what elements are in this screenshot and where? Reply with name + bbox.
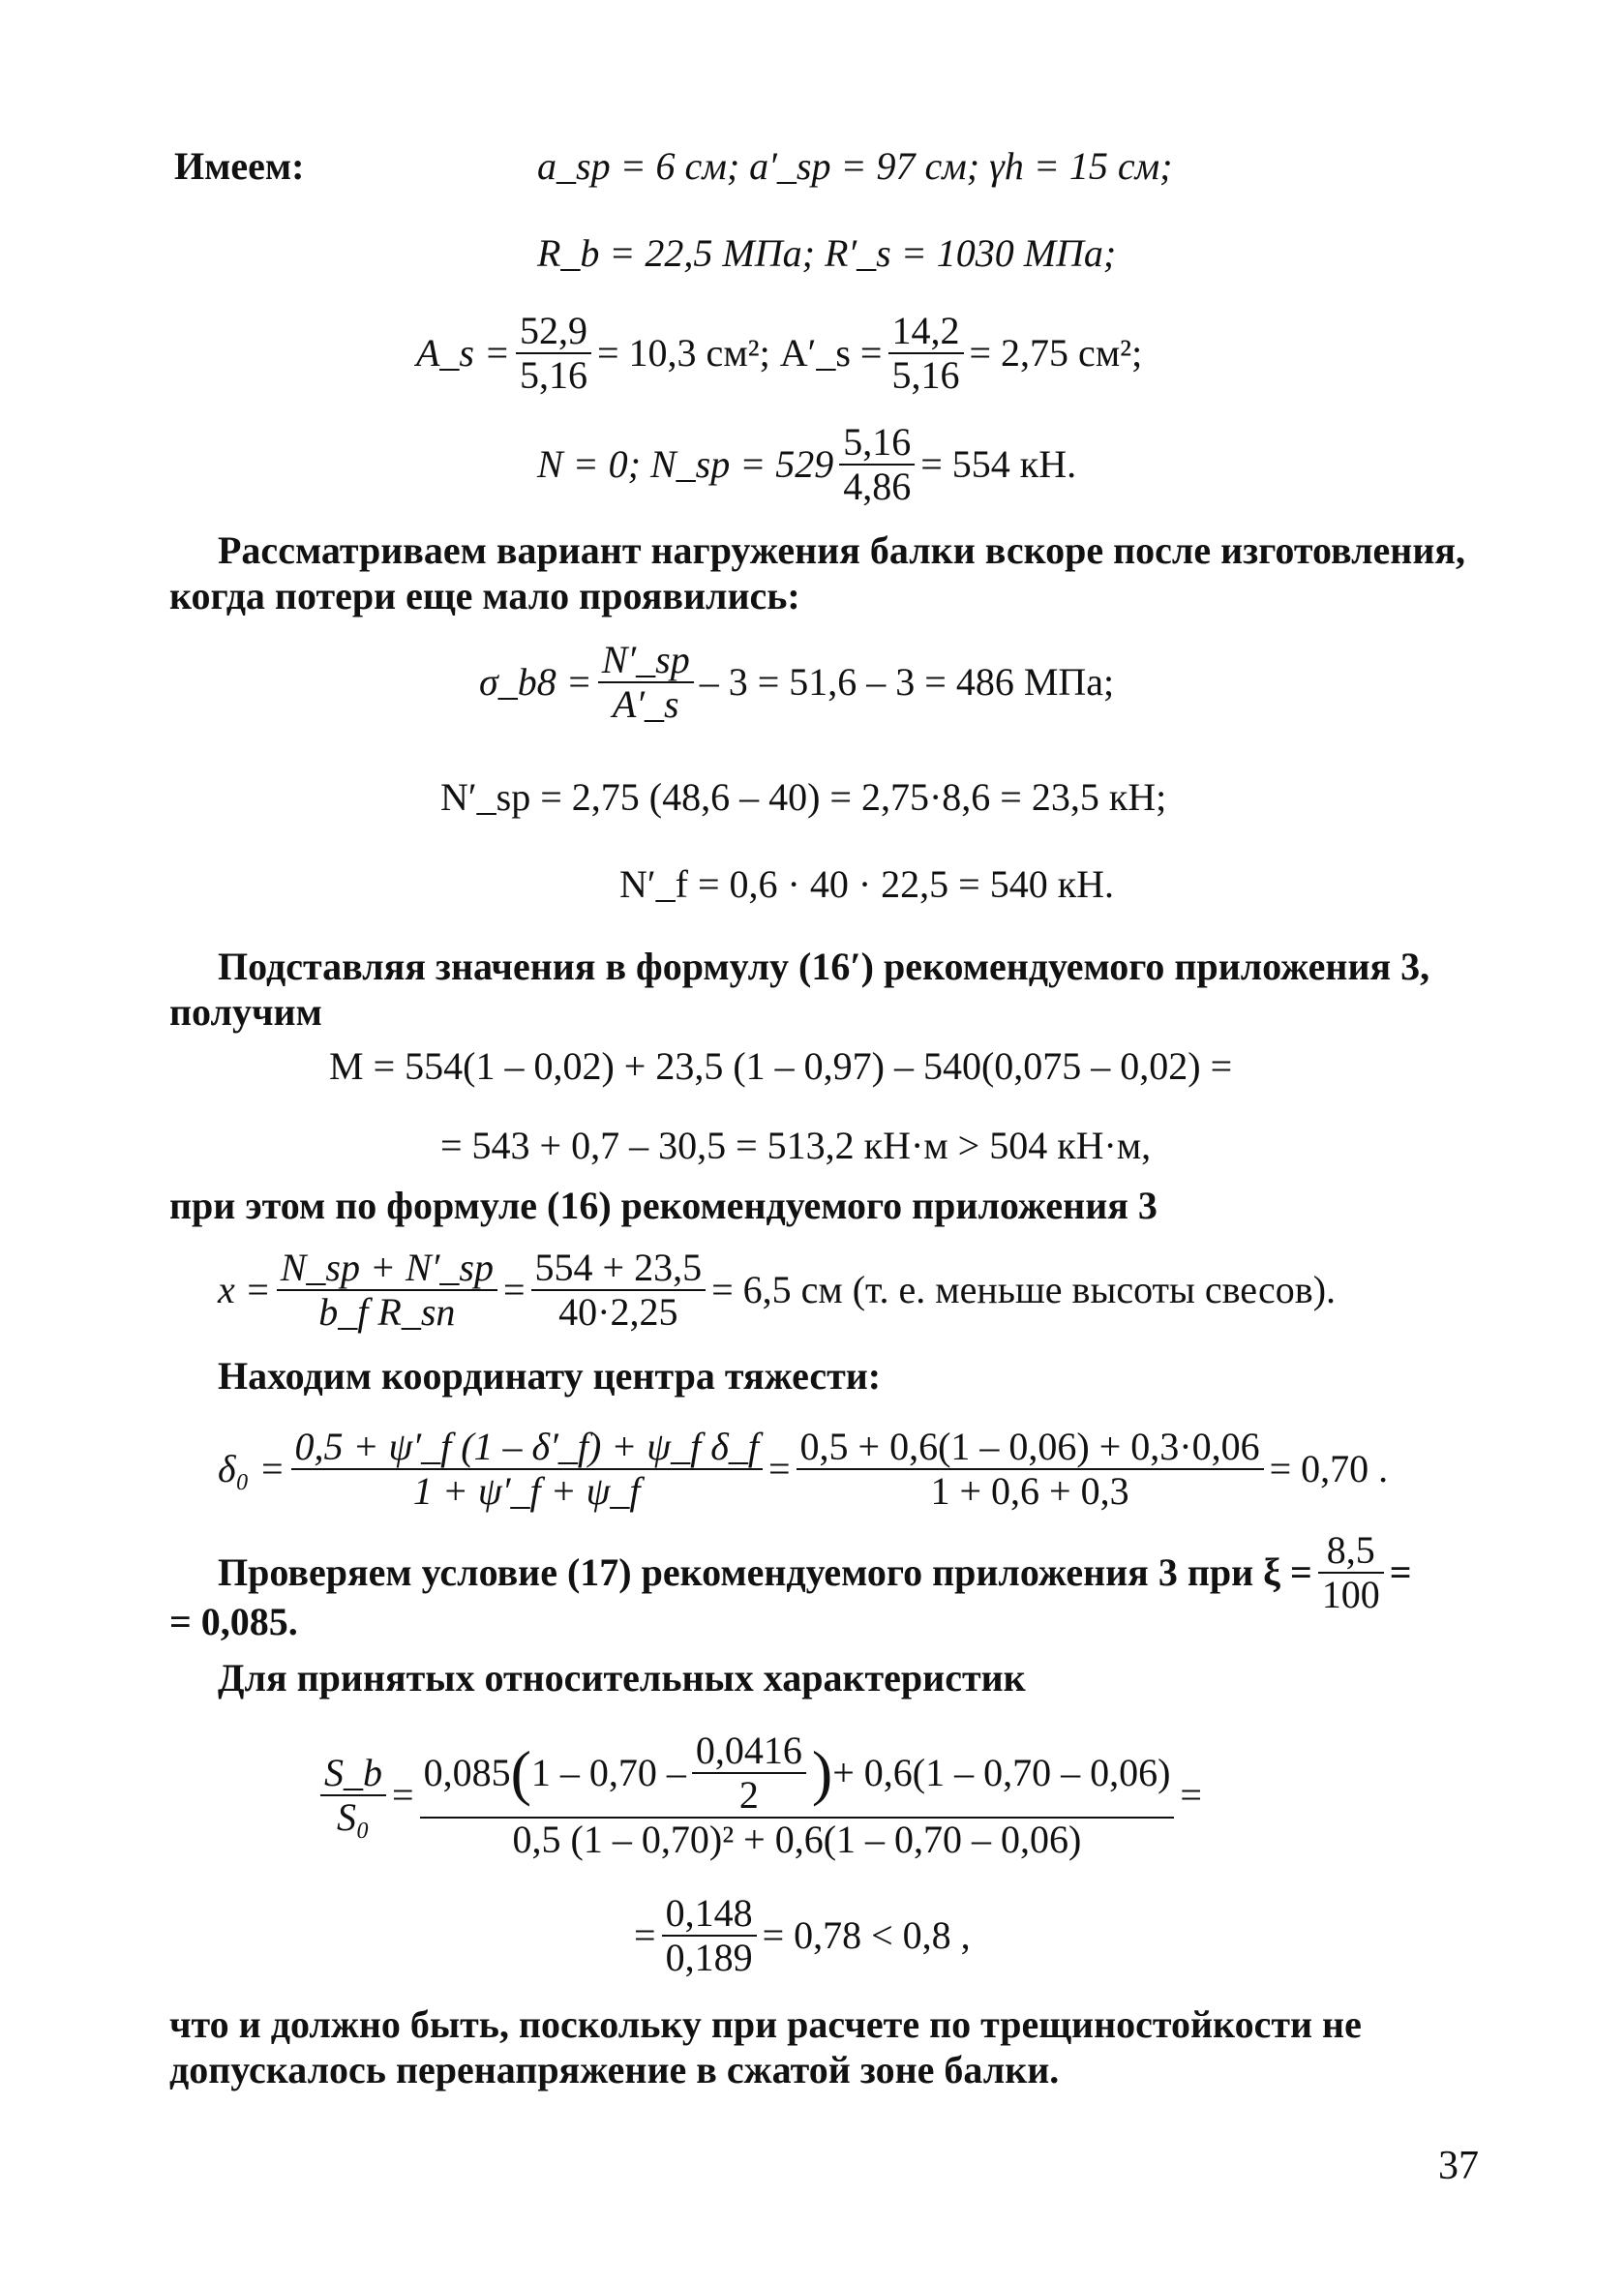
equation-x [218, 1237, 1336, 1343]
eq10-lhs: x = [218, 1268, 271, 1311]
equation-areas [416, 300, 1142, 406]
eq3-middle: = 10,3 см²; A′_s = [597, 331, 883, 375]
eq12-num-tail: + 0,6(1 – 0,70 – 0,06) [832, 1751, 1171, 1794]
equation-n-f: N′_f = 0,6 · 40 · 22,5 = 540 кН. [619, 862, 1115, 906]
eq5-fraction [598, 639, 694, 726]
eq10-end: = 6,5 см (т. е. меньше высоты свесов). [711, 1268, 1337, 1311]
eq5-end: – 3 = 51,6 – 3 = 486 МПа; [699, 660, 1115, 704]
eq11-f1-numerator: 0,5 + ψ′_f (1 – δ′_f) + ψ_f δ_f [291, 1426, 763, 1470]
para5-fraction [1318, 1529, 1384, 1616]
eq3-lhs: A_s = [416, 331, 510, 375]
eq5-numerator: N′_sp [598, 639, 694, 683]
eq5-lhs: σ_b8 = [479, 660, 592, 704]
eq3-fraction-2 [888, 310, 964, 397]
eq12-num-coef: 0,085 [423, 1751, 511, 1794]
eq12-main-numerator [420, 1730, 1175, 1819]
paragraph-check-result: = 0,085. [169, 1600, 298, 1643]
equation-n-sp: N′_sp = 2,75 (48,6 – 40) = 2,75·8,6 = 23,5 кН; [440, 775, 1167, 819]
eq10-f1-numerator: N_sp + N′_sp [277, 1247, 497, 1291]
eq12-num-inner: 1 – 0,70 – [530, 1751, 686, 1794]
eq12-end: = [1180, 1773, 1202, 1817]
equation-moment: M = 554(1 – 0,02) + 23,5 (1 – 0,97) – 540(0,075 – 0,02) = [329, 1044, 1233, 1088]
eq13-lhs: = [634, 1913, 656, 1957]
eq13-numerator: 0,148 [662, 1892, 757, 1937]
eq11-f2-denominator: 1 + 0,6 + 0,3 [930, 1469, 1129, 1513]
eq4-end: = 554 кН. [920, 442, 1077, 486]
paragraph-loading-variant: Рассматриваем вариант нагружения балки вскоре после изготовления, когда потери еще мало проявились: [169, 528, 1466, 617]
eq12-main-denominator: 0,5 (1 – 0,70)² + 0,6(1 – 0,70 – 0,06) [512, 1818, 1082, 1861]
eq11-f2-numerator: 0,5 + 0,6(1 – 0,06) + 0,3·0,06 [797, 1426, 1264, 1470]
eq10-f2-numerator: 554 + 23,5 [531, 1247, 707, 1291]
eq4-fraction [839, 421, 915, 508]
eq3-f2-denominator: 5,16 [891, 353, 960, 397]
eq4-lhs: N = 0; N_sp = 529 [537, 442, 834, 486]
eq11-end: = 0,70 . [1269, 1447, 1389, 1490]
equation-prestress-force [537, 411, 1076, 518]
eq11-fraction-2 [797, 1426, 1264, 1513]
eq12-inner-denominator: 2 [738, 1773, 759, 1817]
para5-numerator: 8,5 [1318, 1529, 1384, 1574]
paragraph-check-17 [218, 1524, 1412, 1621]
page-number: 37 [1438, 2144, 1479, 2188]
equation-delta [218, 1411, 1388, 1527]
eq5-denominator: A′_s [612, 682, 679, 726]
eq12-left-fraction [320, 1752, 386, 1839]
eq12-left-denominator: S₀ [337, 1795, 370, 1839]
intro-label: Имеем: [174, 144, 305, 188]
eq12-main-fraction [420, 1730, 1175, 1861]
eq3-end: = 2,75 см²; [969, 331, 1143, 375]
para5-equals: = [1389, 1550, 1412, 1594]
eq11-f1-denominator: 1 + ψ′_f + ψ_f [412, 1469, 641, 1513]
eq3-f2-numerator: 14,2 [888, 310, 964, 354]
eq10-fraction-1 [277, 1247, 497, 1334]
eq3-f1-numerator: 52,9 [516, 310, 591, 354]
eq4-denominator: 4,86 [843, 465, 912, 508]
eq13-fraction [662, 1892, 757, 1979]
paragraph-centroid: Находим координату центра тяжести: [218, 1354, 882, 1398]
eq12-equals: = [392, 1773, 414, 1817]
eq12-open-paren: ( [510, 1738, 531, 1807]
eq12-inner-fraction [692, 1730, 806, 1817]
eq10-fraction-2 [531, 1247, 707, 1334]
eq10-f1-denominator: b_f R_sn [318, 1290, 456, 1334]
eq10-equals: = [502, 1268, 526, 1311]
eq11-equals: = [767, 1447, 791, 1490]
equation-sb-s0 [315, 1713, 1202, 1878]
eq12-inner-numerator: 0,0416 [692, 1730, 806, 1774]
para5-denominator: 100 [1321, 1573, 1380, 1616]
eq10-f2-denominator: 40·2,25 [558, 1290, 678, 1334]
eq11-fraction-1 [291, 1426, 763, 1513]
equation-sigma [479, 629, 1114, 736]
equation-dimensions: a_sp = 6 см; a′_sp = 97 см; γh = 15 см; [537, 144, 1173, 188]
eq13-denominator: 0,189 [665, 1936, 753, 1979]
eq13-end: = 0,78 < 0,8 , [762, 1913, 971, 1957]
para5-text: Проверяем условие (17) рекомендуемого приложения 3 при ξ = [218, 1550, 1312, 1594]
eq12-left-numerator: S_b [320, 1752, 386, 1796]
equation-moment-result: = 543 + 0,7 – 30,5 = 513,2 кН·м > 504 кН·м, [440, 1124, 1152, 1167]
equation-strengths: R_b = 22,5 МПа; R′_s = 1030 МПа; [537, 231, 1117, 275]
paragraph-characteristics: Для принятых относительных характеристик [218, 1656, 1026, 1699]
eq4-numerator: 5,16 [839, 421, 915, 466]
paragraph-formula-16: при этом по формуле (16) рекомендуемого приложения 3 [169, 1184, 1158, 1227]
paragraph-substitute: Подставляя значения в формулу (16′) рекомендуемого приложения 3, получим [169, 945, 1430, 1034]
paragraph-conclusion: что и должно быть, поскольку при расчете по трещиностойкости не допускалось перенапряжение в сжатой зоне балки. [169, 2002, 1362, 2091]
eq12-close-paren: ) [811, 1738, 833, 1807]
equation-ratio-result [634, 1882, 971, 1989]
eq11-lhs: δ₀ = [218, 1447, 286, 1490]
eq3-fraction-1 [516, 310, 591, 397]
eq3-f1-denominator: 5,16 [520, 353, 587, 397]
